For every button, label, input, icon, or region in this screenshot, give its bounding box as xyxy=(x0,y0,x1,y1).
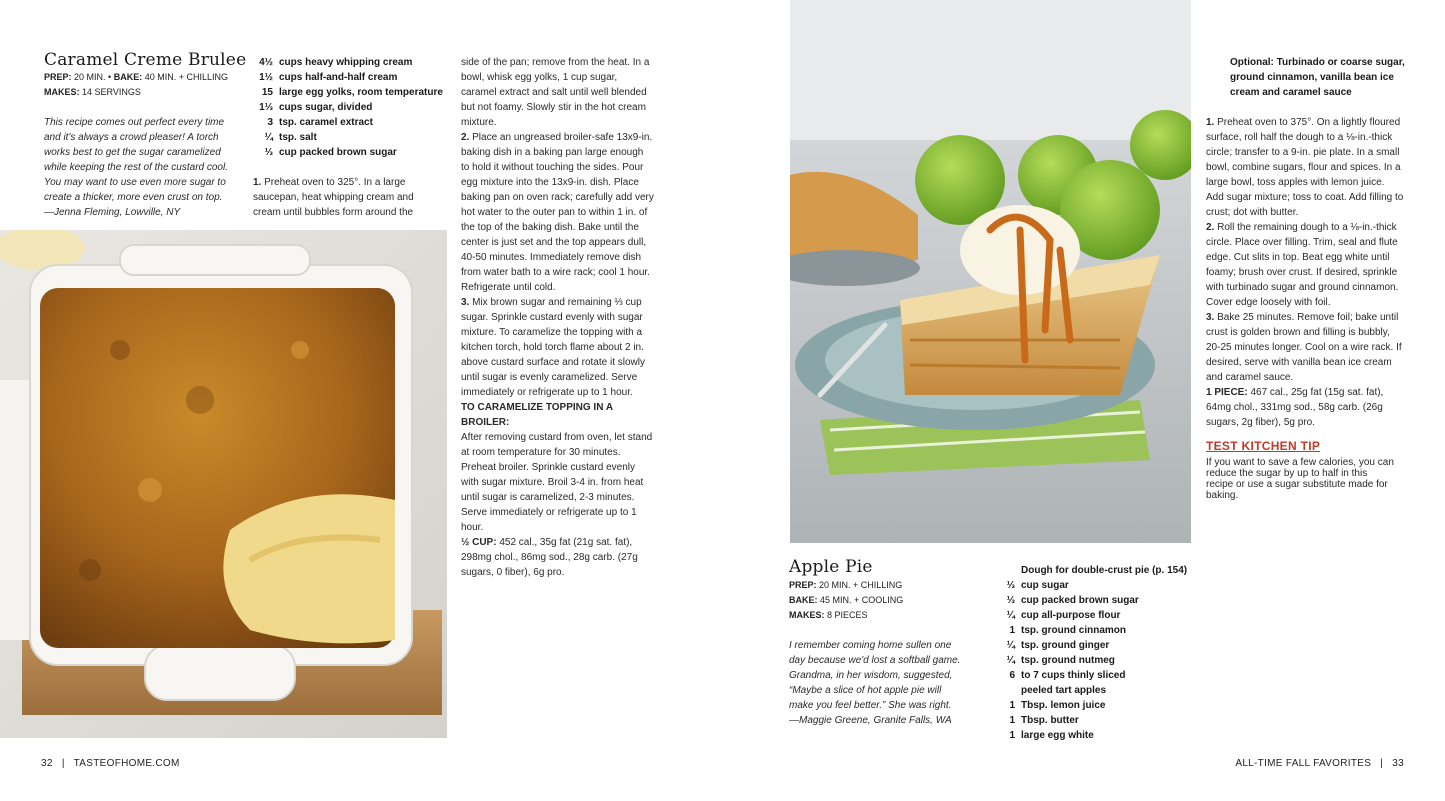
intro-author: —Maggie Greene, Granite Falls, WA xyxy=(789,715,952,726)
ingredient-row xyxy=(1004,713,1194,728)
step-number: 1. xyxy=(253,177,262,188)
page-number: 33 xyxy=(1392,758,1404,769)
ingredient-row xyxy=(1004,698,1194,713)
ingredient-row xyxy=(1004,638,1194,653)
page-folio-left xyxy=(41,758,180,769)
ingredient-row xyxy=(253,145,453,160)
intro-author: —Jenna Fleming, Lowville, NY xyxy=(44,207,181,218)
ingredient-item: cup all-purpose flour xyxy=(1021,610,1121,621)
nutrition-facts xyxy=(1206,385,1404,430)
step-text: Roll the remaining dough to a ⅛-in.-thick circle. Place over filling. Trim, seal and flute edge. Cut slits in top. Beat egg white until foamy; brush over crust. If desired, sprinkle with turbinado sugar and ground cinnamon. Cover edge loosely with foil. xyxy=(1206,222,1399,308)
ingredient-qty xyxy=(1004,683,1021,698)
ingredient-item: peeled tart apples xyxy=(1021,685,1107,696)
ingredient-item: tsp. salt xyxy=(279,132,317,143)
ingredient-item: Tbsp. lemon juice xyxy=(1021,700,1106,711)
ingredient-item: cups heavy whipping cream xyxy=(279,57,413,68)
recipe-title-creme-brulee: Caramel Creme Brulee xyxy=(44,50,247,70)
ingredient-item: tsp. ground ginger xyxy=(1021,640,1110,651)
step-number: 2. xyxy=(461,132,470,143)
direction-step-1 xyxy=(253,175,433,220)
bake-label: BAKE: xyxy=(789,595,818,605)
folio-text: ALL-TIME FALL FAVORITES xyxy=(1235,758,1372,769)
ingredient-item: Tbsp. butter xyxy=(1021,715,1079,726)
ingredient-row xyxy=(253,130,453,145)
ingredient-list xyxy=(253,55,453,160)
ingredient-item: cup packed brown sugar xyxy=(1021,595,1139,606)
intro-text: This recipe comes out perfect every time and it's always a crowd pleaser! A torch works best to get the sugar caramelized while keeping the rest of the custard cool. You may want to use even more sugar to create a thicker, more even crust on top. xyxy=(44,117,228,203)
step-number: 1. xyxy=(1206,117,1215,128)
ingredient-qty: ¼ xyxy=(1006,640,1015,651)
nutrition-label: ½ CUP: xyxy=(461,537,497,548)
folio-separator: | xyxy=(1380,758,1384,769)
ingredient-item: large egg yolks, room temperature xyxy=(279,87,443,98)
step-text: Preheat oven to 325°. In a large saucepan, heat whipping cream and cream until bubbles form around the xyxy=(253,177,414,218)
ingredient-row xyxy=(253,55,453,70)
ingredient-item: large egg white xyxy=(1021,730,1094,741)
creme-brulee-photo xyxy=(0,230,447,738)
nutrition-facts xyxy=(461,535,654,580)
nutrition-label: 1 PIECE: xyxy=(1206,387,1248,398)
makes-value: 8 PIECES xyxy=(827,610,868,620)
ingredient-item: cups sugar, divided xyxy=(279,102,373,113)
ingredient-qty: ¼ xyxy=(264,132,273,143)
ingredient-qty: 6 xyxy=(1009,670,1015,681)
step-1-continued: side of the pan; remove from the heat. In a bowl, whisk egg yolks, 1 cup sugar, caramel extract and salt until well blended but not foamy. Slowly stir in the hot cream mixture. xyxy=(461,57,650,128)
step-text: Bake 25 minutes. Remove foil; bake until crust is golden brown and filling is bubbly, 20-25 minutes longer. Cool on a wire rack. If desired, serve with vanilla bean ice cream and caramel sauce. xyxy=(1206,312,1402,383)
recipe-meta xyxy=(789,578,989,623)
folio-text: TASTEOFHOME.COM xyxy=(73,758,180,769)
folio-separator: | xyxy=(61,758,65,769)
dough-line: Dough for double-crust pie (p. 154) xyxy=(1021,565,1188,576)
broiler-heading: TO CARAMELIZE TOPPING IN A BROILER: xyxy=(461,402,613,428)
prep-label: PREP: xyxy=(789,580,817,590)
step-text: Place an ungreased broiler-safe 13x9-in. baking dish in a baking pan large enough to hold it without touching the sides. Pour egg mixture into the 13x9-in. dish. Place baking pan on oven rack; carefully add very hot water to the outer pan to within 1 in. of the top of the baking dish. Bake until the center is just set and the top appears dull, 40-50 minutes. Immediately remove dish from water bath to a wire rack; cool 1 hour. Refrigerate until cold. xyxy=(461,132,654,293)
ingredient-row xyxy=(1004,668,1194,683)
ingredient-row xyxy=(1004,728,1194,743)
creme-brulee-image xyxy=(0,230,447,738)
step-text: Mix brown sugar and remaining ⅓ cup sugar. Sprinkle custard evenly with sugar mixture. To caramelize the topping with a kitchen torch, hold torch flame about 2 in. above custard surface and rotate it slowly until sugar is evenly caramelized. Serve immediately or refrigerate up to 1 hour. xyxy=(461,297,645,398)
step-number: 3. xyxy=(1206,312,1215,323)
direction-step-3 xyxy=(1206,310,1404,385)
makes-value: 14 SERVINGS xyxy=(82,87,141,97)
ingredient-qty: ⅓ xyxy=(1006,595,1015,606)
ingredient-item: tsp. ground nutmeg xyxy=(1021,655,1115,666)
ingredient-row xyxy=(1004,593,1194,608)
intro-text: I remember coming home sullen one day because we'd lost a softball game. Grandma, in her wisdom, suggested, “Maybe a slice of hot apple pie will make you feel better.” She was right. xyxy=(789,640,961,711)
broiler-text: After removing custard from oven, let stand at room temperature for 30 minutes. Preheat broiler. Sprinkle custard evenly with sugar mixture. Broil 3-4 in. from heat until sugar is caramelized, 2-3 minutes. Serve immediately or refrigerate up to 1 hour. xyxy=(461,432,653,533)
direction-step-2 xyxy=(1206,220,1404,310)
ingredient-row xyxy=(1004,578,1194,593)
ingredient-qty: ⅓ xyxy=(1006,580,1015,591)
prep-value: 20 MIN. xyxy=(74,72,106,82)
ingredient-row xyxy=(1004,653,1194,668)
ingredient-item: tsp. caramel extract xyxy=(279,117,373,128)
test-kitchen-tip-title: TEST KITCHEN TIP xyxy=(1206,439,1321,453)
apple-pie-image xyxy=(790,0,1191,543)
ingredient-qty: ⅓ xyxy=(264,147,273,158)
bake-label: BAKE: xyxy=(113,72,143,82)
direction-step-3 xyxy=(461,295,654,400)
step-number: 2. xyxy=(1206,222,1215,233)
ingredient-item: cups half-and-half cream xyxy=(279,72,398,83)
ingredient-qty: ¼ xyxy=(1006,610,1015,621)
ingredient-qty: 1⅓ xyxy=(259,102,273,113)
ingredient-qty: 3 xyxy=(267,117,273,128)
step-number: 3. xyxy=(461,297,470,308)
page-number: 32 xyxy=(41,758,53,769)
step-text: Preheat oven to 375°. On a lightly floured surface, roll half the dough to a ⅛-in.-thick circle; transfer to a 9-in. pie plate. In a small bowl, combine sugars, flour and spices. In a large bowl, toss apples with lemon juice. Add sugar mixture; toss to coat. Add filling to crust; dot with butter. xyxy=(1206,117,1404,218)
nutrition-text: 467 cal., 25g fat (15g sat. fat), 64mg chol., 331mg sod., 58g carb. (26g sugars, 2g fiber), 5g pro. xyxy=(1206,387,1384,428)
ingredient-qty: 1 xyxy=(1009,715,1015,726)
ingredient-row xyxy=(253,70,453,85)
ingredient-qty: ¼ xyxy=(1006,655,1015,666)
test-kitchen-tip-text: If you want to save a few calories, you can reduce the sugar by up to half in this recipe or use a sugar substitute made for baking. xyxy=(1206,457,1394,501)
direction-step-1 xyxy=(1206,115,1404,220)
ingredient-qty: 4½ xyxy=(259,57,273,68)
page-folio-right xyxy=(1235,758,1404,769)
bake-value: 45 MIN. + COOLING xyxy=(820,595,904,605)
nutrition-text: 452 cal., 35g fat (21g sat. fat), 298mg chol., 86mg sod., 28g carb. (27g sugars, 0 fiber), 6g pro. xyxy=(461,537,638,578)
makes-label: MAKES: xyxy=(44,87,80,97)
optional-ingredients: Optional: Turbinado or coarse sugar, ground cinnamon, vanilla bean ice cream and caramel sauce xyxy=(1230,57,1405,98)
ingredient-qty: 1 xyxy=(1009,700,1015,711)
bake-value: 40 MIN. + CHILLING xyxy=(144,72,228,82)
apple-pie-directions xyxy=(1206,115,1404,430)
prep-value: 20 MIN. + CHILLING xyxy=(819,580,903,590)
ingredient-item: cup sugar xyxy=(1021,580,1069,591)
makes-label: MAKES: xyxy=(789,610,825,620)
ingredient-qty: 15 xyxy=(261,87,273,98)
ingredient-row xyxy=(1004,608,1194,623)
ingredient-row xyxy=(1004,623,1194,638)
ingredient-row xyxy=(253,100,453,115)
ingredient-row xyxy=(253,115,453,130)
ingredient-row xyxy=(253,85,453,100)
direction-step-2 xyxy=(461,130,654,295)
directions-column xyxy=(461,55,654,580)
ingredient-qty: 1 xyxy=(1009,625,1015,636)
recipe-intro xyxy=(44,115,236,220)
prep-label: PREP: xyxy=(44,72,72,82)
ingredient-item: tsp. ground cinnamon xyxy=(1021,625,1126,636)
apple-pie-photo xyxy=(790,0,1191,543)
ingredient-qty: 1 xyxy=(1009,730,1015,741)
ingredient-item: to 7 cups thinly sliced xyxy=(1021,670,1126,681)
ingredient-list xyxy=(1004,563,1194,743)
recipe-meta: PREP: 20 MIN. • BAKE: 40 MIN. + CHILLING MAKES: 14 SERVINGS xyxy=(44,72,228,97)
ingredient-item: cup packed brown sugar xyxy=(279,147,397,158)
ingredient-qty: 1½ xyxy=(259,72,273,83)
ingredient-row xyxy=(1004,683,1194,698)
recipe-intro xyxy=(789,638,965,728)
recipe-title-apple-pie: Apple Pie xyxy=(789,557,873,577)
